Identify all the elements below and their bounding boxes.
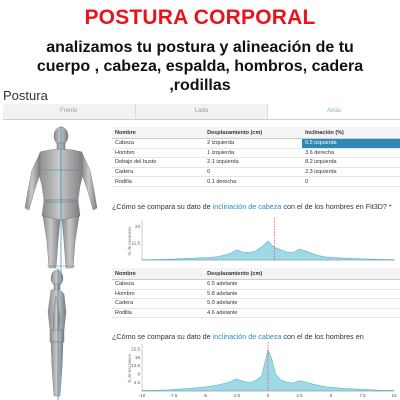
chart2-heading-post: con el de los hombres en: [281, 332, 364, 341]
cell-tilt[interactable]: 0: [302, 177, 400, 187]
cell-tilt-selected[interactable]: 0.5 izquierda: [302, 139, 400, 149]
cell-name: Rodilla: [112, 308, 204, 318]
table-row[interactable]: [112, 148, 400, 158]
cell-displacement: 5.9 adelante: [204, 299, 400, 309]
col-name: Nombre: [112, 127, 204, 139]
cell-displacement: 0.1 derecha: [204, 177, 302, 187]
app-title: Postura: [3, 88, 48, 103]
cell-name: Cadera: [112, 167, 204, 177]
body-back-figure: [14, 124, 108, 274]
col-name: Nombre: [112, 268, 204, 280]
cell-name: Debajo del busto: [112, 158, 204, 168]
y-tick-label: 13.5: [131, 363, 140, 369]
table-row[interactable]: [112, 167, 400, 177]
cell-tilt[interactable]: 8.2 izquierda: [302, 158, 400, 168]
x-tick-label: 0: [266, 393, 270, 398]
x-tick-label: -2.5: [232, 393, 241, 398]
y-tick-label: 4.5: [133, 380, 140, 386]
x-tick-label: 7.5: [359, 393, 366, 398]
cell-displacement: 4.6 adelante: [204, 308, 400, 318]
col-displacement: Desplazamiento (cm): [204, 127, 302, 139]
cell-name: Hombro: [112, 289, 204, 299]
head-tilt-chart: [112, 214, 398, 264]
displacement-table: [112, 268, 400, 318]
col-tilt: Inclinación (%): [302, 127, 400, 139]
table-row[interactable]: [112, 280, 400, 290]
x-tick-label: -7.5: [169, 393, 178, 398]
cell-displacement: 2.1 izquierda: [204, 158, 302, 168]
page-subtitle: [20, 38, 380, 95]
table-header-row: [112, 127, 400, 139]
cell-displacement: 2 izquierda: [204, 139, 302, 149]
x-tick-label: -5: [202, 393, 208, 398]
tab-side[interactable]: Lado: [136, 104, 269, 119]
table-row[interactable]: [112, 289, 400, 299]
x-tick-label: 2.5: [296, 393, 303, 398]
tab-front[interactable]: Frente: [3, 104, 136, 119]
y-tick-label: 22.5: [131, 346, 140, 352]
cell-displacement: 6.5 adelante: [204, 280, 400, 290]
page-title: POSTURA CORPORAL: [84, 6, 316, 29]
chart2-heading-pre: ¿Cómo se compara su dato de: [112, 332, 213, 341]
head-tilt-chart-2: [112, 342, 398, 400]
tab-back[interactable]: Atrás: [268, 104, 400, 119]
x-tick-label: 5: [329, 393, 333, 398]
cell-displacement: 5.8 adelante: [204, 289, 400, 299]
distribution-area: [142, 241, 394, 260]
col-displacement: Desplazamiento (cm): [204, 268, 400, 280]
cell-displacement: 0: [204, 167, 302, 177]
chart1-heading-post: con el de los hombres en Fit3D? *: [281, 202, 392, 211]
cell-tilt[interactable]: 3.6 derecha: [302, 148, 400, 158]
y-tick-label: 23: [134, 223, 140, 229]
subtitle-line: analizamos tu postura y alineación de tu: [46, 39, 354, 56]
chart1-heading-link[interactable]: inclinación de cabeza: [212, 202, 282, 211]
y-axis-label: % de escaneos: [127, 226, 132, 256]
table-row[interactable]: [112, 139, 400, 149]
table-row[interactable]: [112, 299, 400, 309]
y-tick-label: 11.5: [131, 240, 140, 246]
cell-name: Hombro: [112, 148, 204, 158]
cell-name: Cabeza: [112, 139, 204, 149]
chart1-heading: [112, 202, 392, 211]
table-row[interactable]: [112, 158, 400, 168]
body-side-figure: [36, 268, 82, 400]
y-axis-label: % de escaneos: [127, 354, 132, 383]
table-row[interactable]: [112, 177, 400, 187]
y-tick-label: 18: [134, 354, 140, 360]
chart2-heading-link[interactable]: inclinación de cabeza: [212, 332, 282, 341]
table-row[interactable]: [112, 308, 400, 318]
chart1-heading-pre: ¿Cómo se compara su dato de: [112, 202, 213, 211]
cell-name: Cabeza: [112, 280, 204, 290]
cell-displacement: 1 izquierda: [204, 148, 302, 158]
cell-tilt[interactable]: 2.3 izquierda: [302, 167, 400, 177]
chart2-heading: [112, 332, 364, 341]
cell-name: Cadera: [112, 299, 204, 309]
subtitle-line: cuerpo , cabeza, espalda, hombros, cadera: [36, 58, 364, 75]
x-tick-label: 10: [391, 393, 397, 398]
table-header-row: [112, 268, 400, 280]
y-tick-label: 9: [137, 371, 140, 377]
x-tick-label: -10: [138, 393, 146, 398]
cell-name: Rodilla: [112, 177, 204, 187]
subtitle-line: ,rodillas: [169, 77, 231, 94]
view-tabs: [3, 104, 400, 120]
tilt-table: [112, 127, 400, 187]
